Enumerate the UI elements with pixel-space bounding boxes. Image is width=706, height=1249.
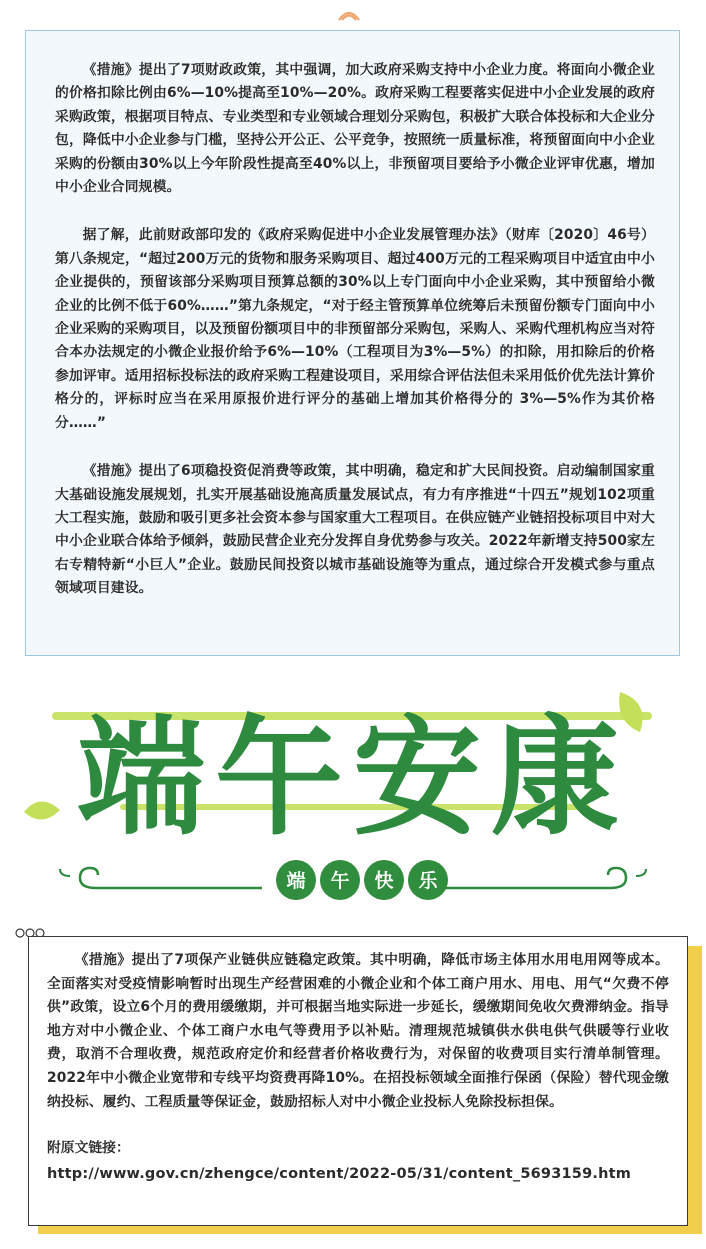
cloud-swirl-icon — [80, 868, 98, 888]
banner-title: 端午安康 — [76, 704, 630, 853]
paragraph-investment-policy: 《措施》提出了6项稳投资促消费等政策，其中明确，稳定和扩大民间投资。启动编制国家重大基础设施发展规划，扎实开展基础设施高质量发展试点，有力有序推进“十四五”规划102项重大工程实施，鼓励和吸引更多社会资本参与国家重大工程项目。在供应链产业链招投标项目中对大中小企业联合体给予倾斜，鼓励民营企业充分发挥自身优势参与攻关。2022年新增支持500家左右专精特新“小巨人”企业。鼓励民间投资以城市基础设施等为重点，通过综合开发模式参与重点领域项目建设。 — [55, 463, 655, 597]
subtitle-circles — [276, 860, 448, 900]
banner-artwork — [0, 672, 706, 914]
subtitle-char: 乐 — [418, 870, 438, 892]
paragraph-procurement-rules: 据了解，此前财政部印发的《政府采购促进中小企业发展管理办法》（财库〔2020〕46号）第八条规定，“超过200万元的货物和服务采购项目、超过400万元的工程采购项目中适宜由中小企业提供的，预留该部分采购项目预算总额的30%以上专门面向中小企业采购，其中预留给小微企业的比例不低于60%……”第九条规定，“对于经主管预算单位统筹后未预留份额专门面向中小企业采购的采购项目，以及预留份额项目中的非预留部分采购包，采购人、采购代理机构应当对符合本办法规定的小微企业报价给予6%—10%（工程项目为3%—5%）的扣除，用扣除后的价格参加评审。适用招标投标法的政府采购工程建设项目，采用综合评估法但未采用低价优先法计算价格分的，评标时应当在采用原报价进行评分的基础上增加其价格得分的 3%—5%作为其价格分……” — [55, 227, 655, 431]
subtitle-char: 端 — [286, 870, 306, 892]
source-link-url[interactable]: http://www.gov.cn/zhengce/content/2022-05/31/content_5693159.htm — [47, 1166, 632, 1183]
article-panel-top — [25, 30, 680, 656]
subtitle-char: 快 — [374, 870, 394, 892]
leaf-icon — [24, 801, 60, 819]
cloud-swirl-icon — [608, 868, 626, 888]
source-link-label: 附原文链接： — [47, 1140, 130, 1157]
article-panel-bottom — [28, 936, 688, 1226]
dragon-boat-banner — [0, 672, 706, 914]
paper-clip-icon — [336, 8, 362, 32]
paragraph-fiscal-policy: 《措施》提出了7项财政政策，其中强调，加大政府采购支持中小企业力度。将面向小微企业的价格扣除比例由6%—10%提高至10%—20%。政府采购工程要落实促进中小企业发展的政府采购政策，根据项目特点、专业类型和专业领域合理划分采购包，积极扩大联合体投标和大企业分包，降低中小企业参与门槛，坚持公开公正、公平竞争，按照统一质量标准，将预留面向中小企业采购的份额由30%以上今年阶段性提高至40%以上，非预留项目要给予小微企业评审优惠，增加中小企业合同规模。 — [55, 62, 655, 196]
paragraph-supply-chain-policy: 《措施》提出了7项保产业链供应链稳定政策。其中明确，降低市场主体用水用电用网等成本。全面落实对受疫情影响暂时出现生产经营困难的小微企业和个体工商户用水、用电、用气“欠费不停供”政策，设立6个月的费用缓缴期，并可根据当地实际进一步延长，缓缴期间免收欠费滞纳金。指导地方对中小微企业、个体工商户水电气等费用予以补贴。清理规范城镇供水供电供气供暖等行业收费，取消不合理收费，规范政府定价和经营者价格收费行为，对保留的收费项目实行清单制管理。2022年中小微企业宽带和专线平均资费再降10%。在招投标领域全面推行保函（保险）替代现金缴纳投标、履约、工程质量等保证金，鼓励招标人对中小微企业投标人免除投标担保。 — [47, 952, 669, 1110]
subtitle-char: 午 — [330, 870, 350, 892]
